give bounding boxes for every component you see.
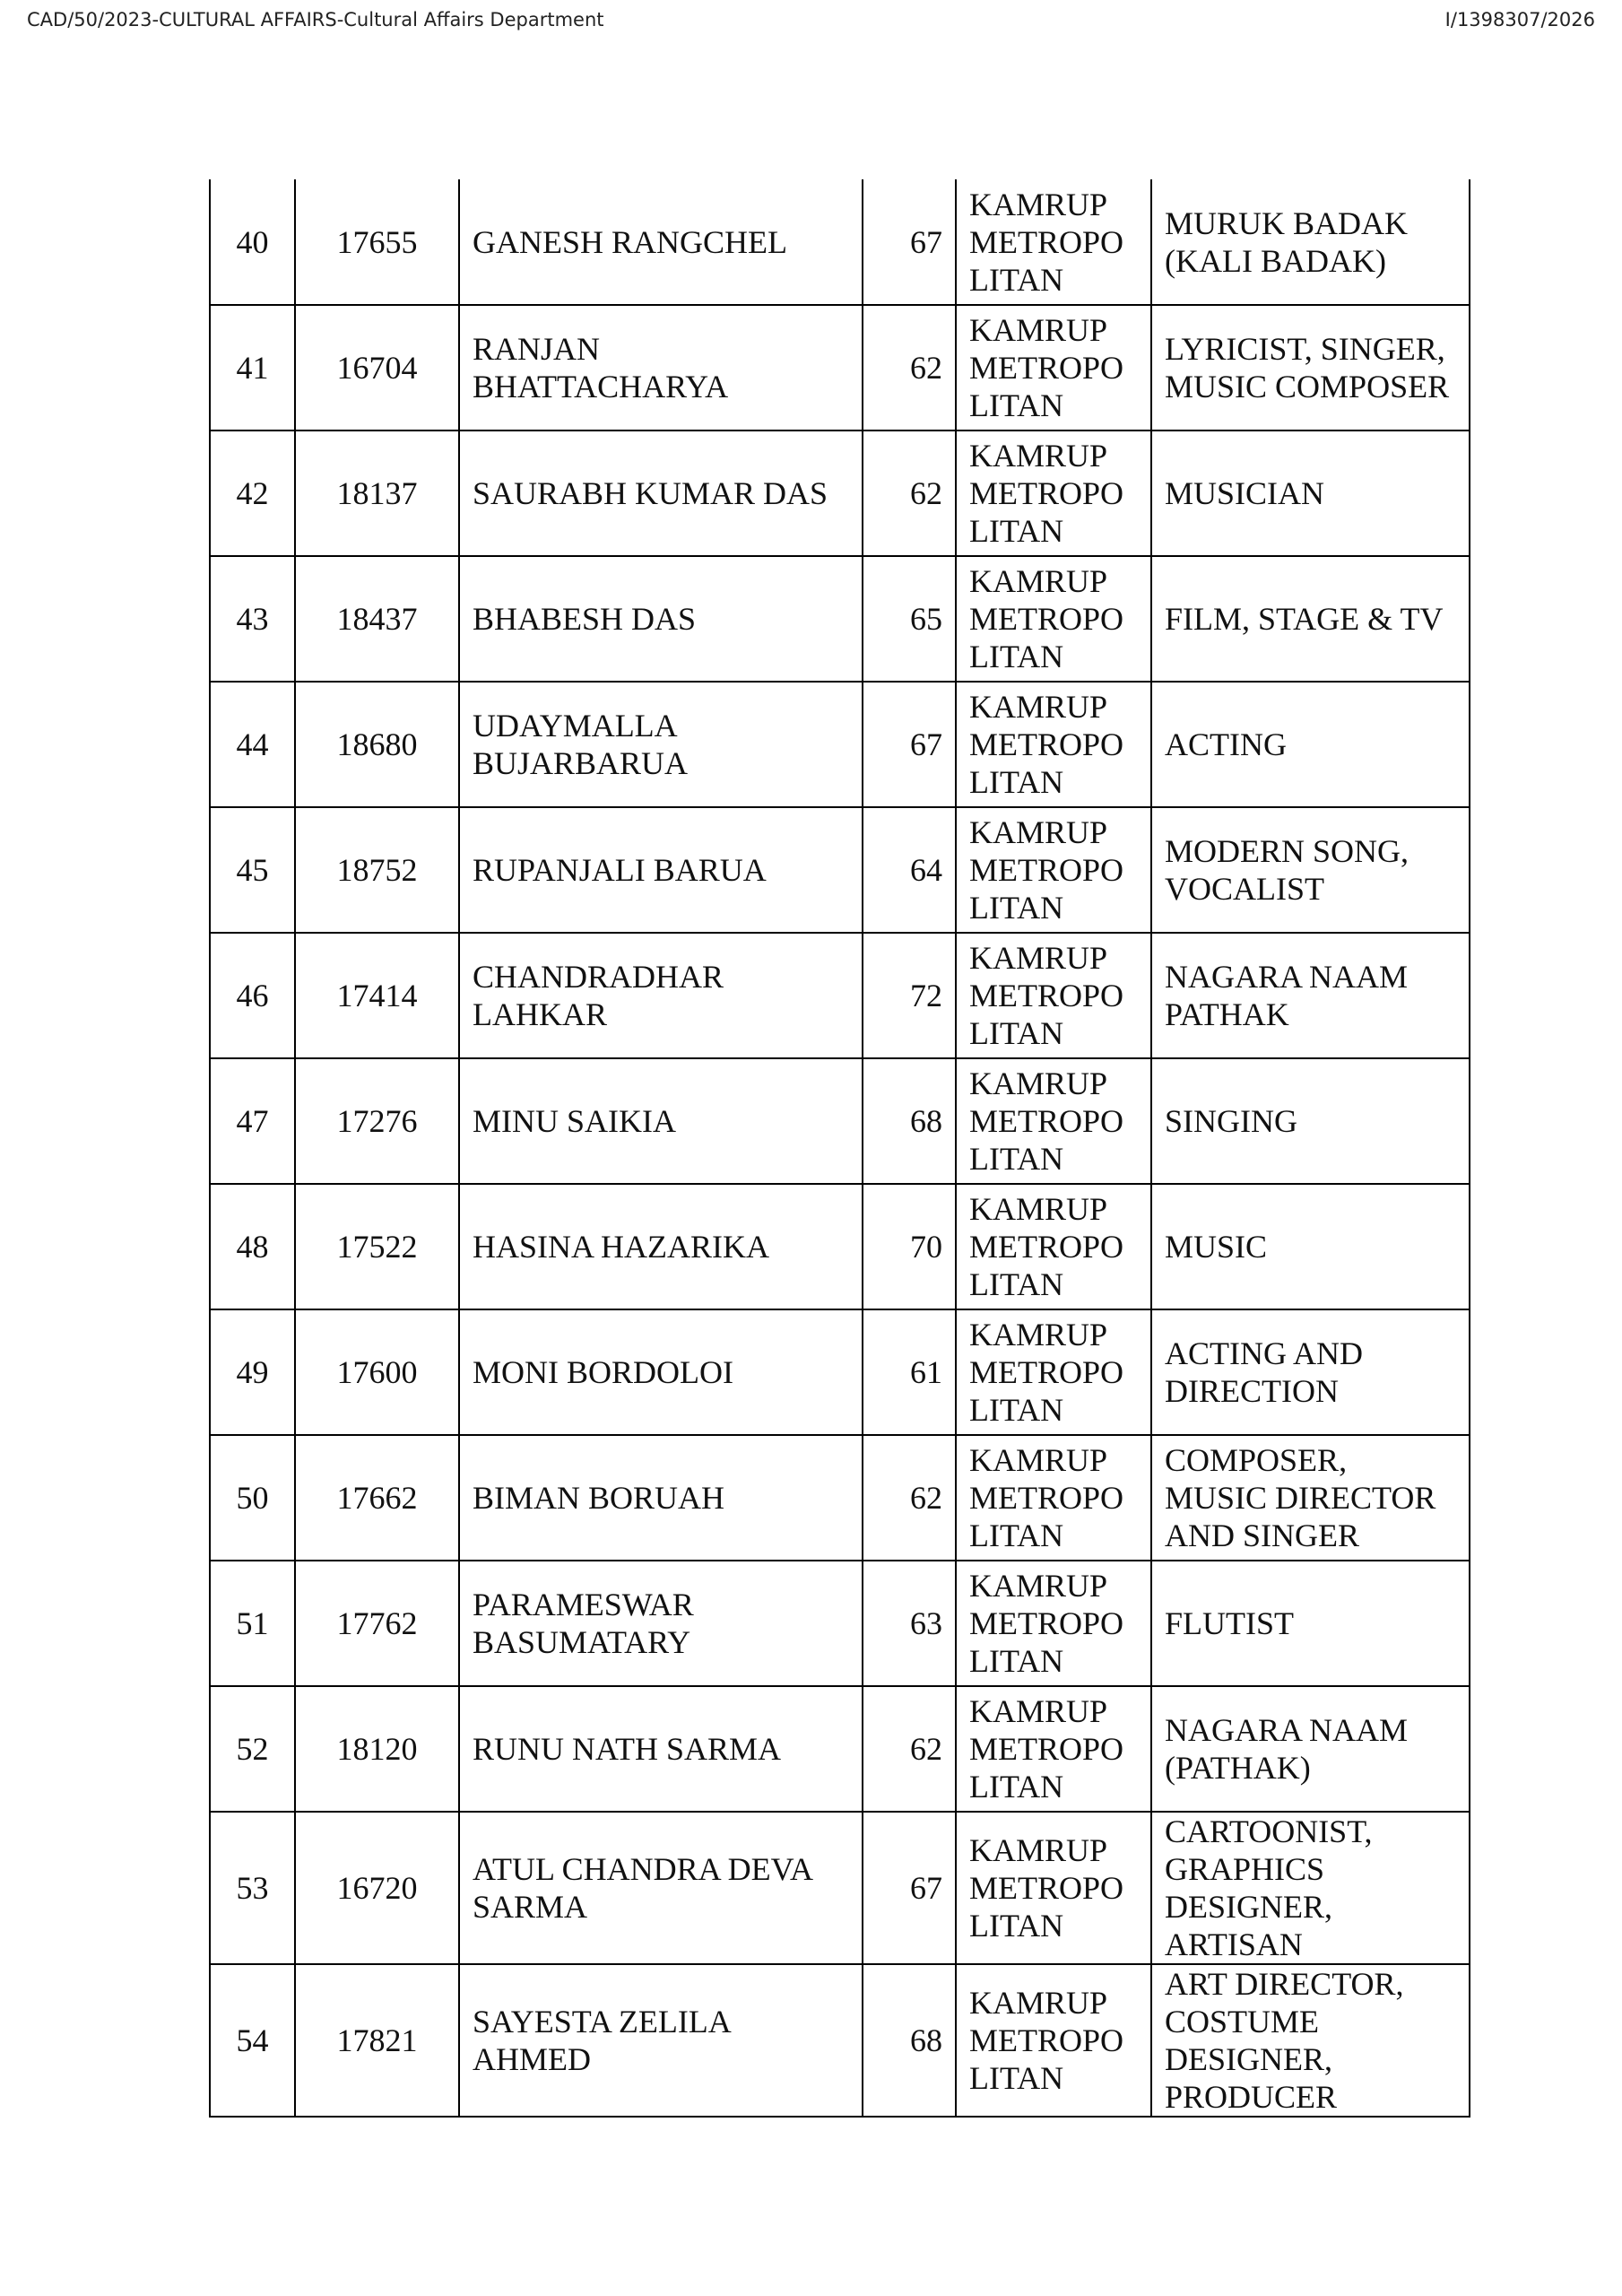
district-cell: KAMRUP METROPO LITAN — [956, 1058, 1151, 1184]
serial-cell: 41 — [210, 305, 295, 430]
field-cell: SINGING — [1151, 1058, 1470, 1184]
table-row — [210, 807, 1470, 933]
age-cell: 61 — [863, 1309, 956, 1435]
serial-cell: 49 — [210, 1309, 295, 1435]
id-cell: 17522 — [295, 1184, 459, 1309]
field-cell: LYRICIST, SINGER, MUSIC COMPOSER — [1151, 305, 1470, 430]
name-cell: UDAYMALLA BUJARBARUA — [459, 682, 863, 807]
field-cell: NAGARA NAAM PATHAK — [1151, 933, 1470, 1058]
age-cell: 67 — [863, 1812, 956, 1964]
id-cell: 17821 — [295, 1964, 459, 2117]
serial-cell: 46 — [210, 933, 295, 1058]
name-cell: CHANDRADHAR LAHKAR — [459, 933, 863, 1058]
serial-cell: 53 — [210, 1812, 295, 1964]
table-row — [210, 1435, 1470, 1561]
district-cell: KAMRUP METROPO LITAN — [956, 1184, 1151, 1309]
table-row — [210, 430, 1470, 556]
serial-cell: 47 — [210, 1058, 295, 1184]
serial-cell: 48 — [210, 1184, 295, 1309]
awardee-table — [209, 179, 1470, 2118]
serial-cell: 44 — [210, 682, 295, 807]
name-cell: RUPANJALI BARUA — [459, 807, 863, 933]
id-cell: 17762 — [295, 1561, 459, 1686]
serial-cell: 52 — [210, 1686, 295, 1812]
district-cell: KAMRUP METROPO LITAN — [956, 682, 1151, 807]
name-cell: MINU SAIKIA — [459, 1058, 863, 1184]
serial-cell: 45 — [210, 807, 295, 933]
serial-cell: 51 — [210, 1561, 295, 1686]
id-cell: 18752 — [295, 807, 459, 933]
id-cell: 17662 — [295, 1435, 459, 1561]
district-cell: KAMRUP METROPO LITAN — [956, 807, 1151, 933]
table-row — [210, 556, 1470, 682]
field-cell: NAGARA NAAM (PATHAK) — [1151, 1686, 1470, 1812]
field-cell: COMPOSER, MUSIC DIRECTOR AND SINGER — [1151, 1435, 1470, 1561]
table-row — [210, 305, 1470, 430]
field-cell: MURUK BADAK (KALI BADAK) — [1151, 179, 1470, 305]
name-cell: BIMAN BORUAH — [459, 1435, 863, 1561]
field-cell: ACTING AND DIRECTION — [1151, 1309, 1470, 1435]
table-row — [210, 1058, 1470, 1184]
age-cell: 72 — [863, 933, 956, 1058]
age-cell: 62 — [863, 305, 956, 430]
table-row — [210, 179, 1470, 305]
name-cell: MONI BORDOLOI — [459, 1309, 863, 1435]
district-cell: KAMRUP METROPO LITAN — [956, 1309, 1151, 1435]
name-cell: RANJAN BHATTACHARYA — [459, 305, 863, 430]
table-row — [210, 1812, 1470, 1964]
field-cell: FLUTIST — [1151, 1561, 1470, 1686]
name-cell: BHABESH DAS — [459, 556, 863, 682]
district-cell: KAMRUP METROPO LITAN — [956, 305, 1151, 430]
name-cell: SAYESTA ZELILA AHMED — [459, 1964, 863, 2117]
district-cell: KAMRUP METROPO LITAN — [956, 556, 1151, 682]
serial-cell: 54 — [210, 1964, 295, 2117]
table-row — [210, 1686, 1470, 1812]
age-cell: 68 — [863, 1058, 956, 1184]
district-cell: KAMRUP METROPO LITAN — [956, 1812, 1151, 1964]
district-cell: KAMRUP METROPO LITAN — [956, 1964, 1151, 2117]
age-cell: 67 — [863, 682, 956, 807]
age-cell: 62 — [863, 1435, 956, 1561]
table-row — [210, 1309, 1470, 1435]
id-cell: 17655 — [295, 179, 459, 305]
name-cell: GANESH RANGCHEL — [459, 179, 863, 305]
age-cell: 64 — [863, 807, 956, 933]
field-cell: FILM, STAGE & TV — [1151, 556, 1470, 682]
id-cell: 18120 — [295, 1686, 459, 1812]
id-cell: 16720 — [295, 1812, 459, 1964]
name-cell: SAURABH KUMAR DAS — [459, 430, 863, 556]
id-cell: 18680 — [295, 682, 459, 807]
age-cell: 62 — [863, 1686, 956, 1812]
serial-cell: 50 — [210, 1435, 295, 1561]
table-row — [210, 1184, 1470, 1309]
id-cell: 17414 — [295, 933, 459, 1058]
field-cell: ACTING — [1151, 682, 1470, 807]
district-cell: KAMRUP METROPO LITAN — [956, 1561, 1151, 1686]
id-cell: 16704 — [295, 305, 459, 430]
district-cell: KAMRUP METROPO LITAN — [956, 1686, 1151, 1812]
name-cell: RUNU NATH SARMA — [459, 1686, 863, 1812]
district-cell: KAMRUP METROPO LITAN — [956, 933, 1151, 1058]
age-cell: 62 — [863, 430, 956, 556]
name-cell: HASINA HAZARIKA — [459, 1184, 863, 1309]
district-cell: KAMRUP METROPO LITAN — [956, 179, 1151, 305]
serial-cell: 40 — [210, 179, 295, 305]
age-cell: 65 — [863, 556, 956, 682]
age-cell: 67 — [863, 179, 956, 305]
table-row — [210, 933, 1470, 1058]
field-cell: MODERN SONG, VOCALIST — [1151, 807, 1470, 933]
id-cell: 18137 — [295, 430, 459, 556]
district-cell: KAMRUP METROPO LITAN — [956, 430, 1151, 556]
field-cell: MUSIC — [1151, 1184, 1470, 1309]
name-cell: ATUL CHANDRA DEVA SARMA — [459, 1812, 863, 1964]
id-cell: 18437 — [295, 556, 459, 682]
age-cell: 70 — [863, 1184, 956, 1309]
file-reference: CAD/50/2023-CULTURAL AFFAIRS-Cultural Affairs Department — [27, 9, 604, 30]
id-cell: 17600 — [295, 1309, 459, 1435]
table-row — [210, 1561, 1470, 1686]
field-cell: CARTOONIST, GRAPHICS DESIGNER, ARTISAN — [1151, 1812, 1470, 1964]
serial-cell: 42 — [210, 430, 295, 556]
field-cell: ART DIRECTOR, COSTUME DESIGNER, PRODUCER — [1151, 1964, 1470, 2117]
age-cell: 68 — [863, 1964, 956, 2117]
name-cell: PARAMESWAR BASUMATARY — [459, 1561, 863, 1686]
table-row — [210, 682, 1470, 807]
table-row — [210, 1964, 1470, 2117]
district-cell: KAMRUP METROPO LITAN — [956, 1435, 1151, 1561]
id-cell: 17276 — [295, 1058, 459, 1184]
document-number: I/1398307/2026 — [1444, 9, 1595, 30]
serial-cell: 43 — [210, 556, 295, 682]
age-cell: 63 — [863, 1561, 956, 1686]
field-cell: MUSICIAN — [1151, 430, 1470, 556]
